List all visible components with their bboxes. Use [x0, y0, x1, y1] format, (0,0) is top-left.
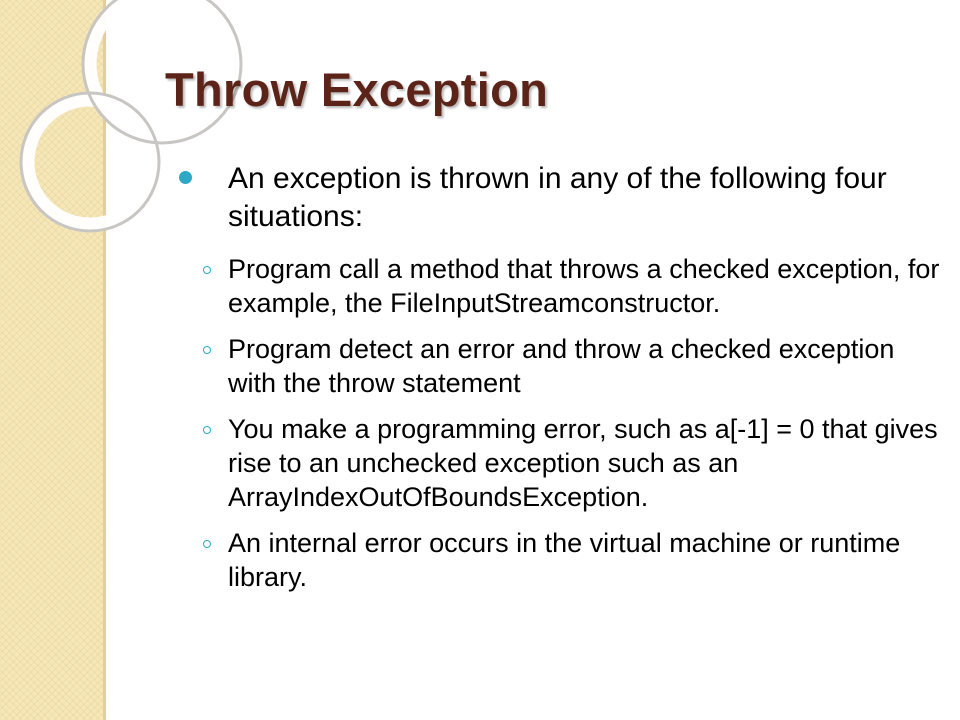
- sub-bullet-ring-icon: [203, 426, 211, 434]
- sub-bullet-ring-icon: [203, 346, 211, 354]
- sidebar-edge: [103, 0, 106, 720]
- main-bullet: [170, 160, 940, 236]
- sub-bullet: [170, 332, 940, 400]
- sub-bullet-text: You make a programming error, such as a[-1] = 0 that gives rise to an unchecked exception such as an ArrayIndexOutOfBoundsException.: [228, 414, 938, 512]
- sub-bullet-text: An internal error occurs in the virtual machine or runtime library.: [228, 528, 901, 592]
- sub-bullet-ring-icon: [203, 540, 211, 548]
- sub-bullet-ring-icon: [203, 266, 211, 274]
- sub-bullet-list: [170, 252, 940, 594]
- slide-title: Throw Exception: [165, 63, 549, 116]
- sub-bullet: [170, 526, 940, 594]
- slide-content: [170, 160, 940, 606]
- sub-bullet: [170, 252, 940, 320]
- sub-bullet-text: Program call a method that throws a checked exception, for example, the FileInputStreamconstructor.: [228, 254, 940, 318]
- sub-bullet: [170, 412, 940, 514]
- bullet-dot-icon: [179, 171, 192, 184]
- sidebar-pattern: [0, 0, 104, 720]
- main-bullet-text: An exception is thrown in any of the following four situations:: [228, 162, 887, 233]
- sub-bullet-text: Program detect an error and throw a checked exception with the throw statement: [228, 334, 895, 398]
